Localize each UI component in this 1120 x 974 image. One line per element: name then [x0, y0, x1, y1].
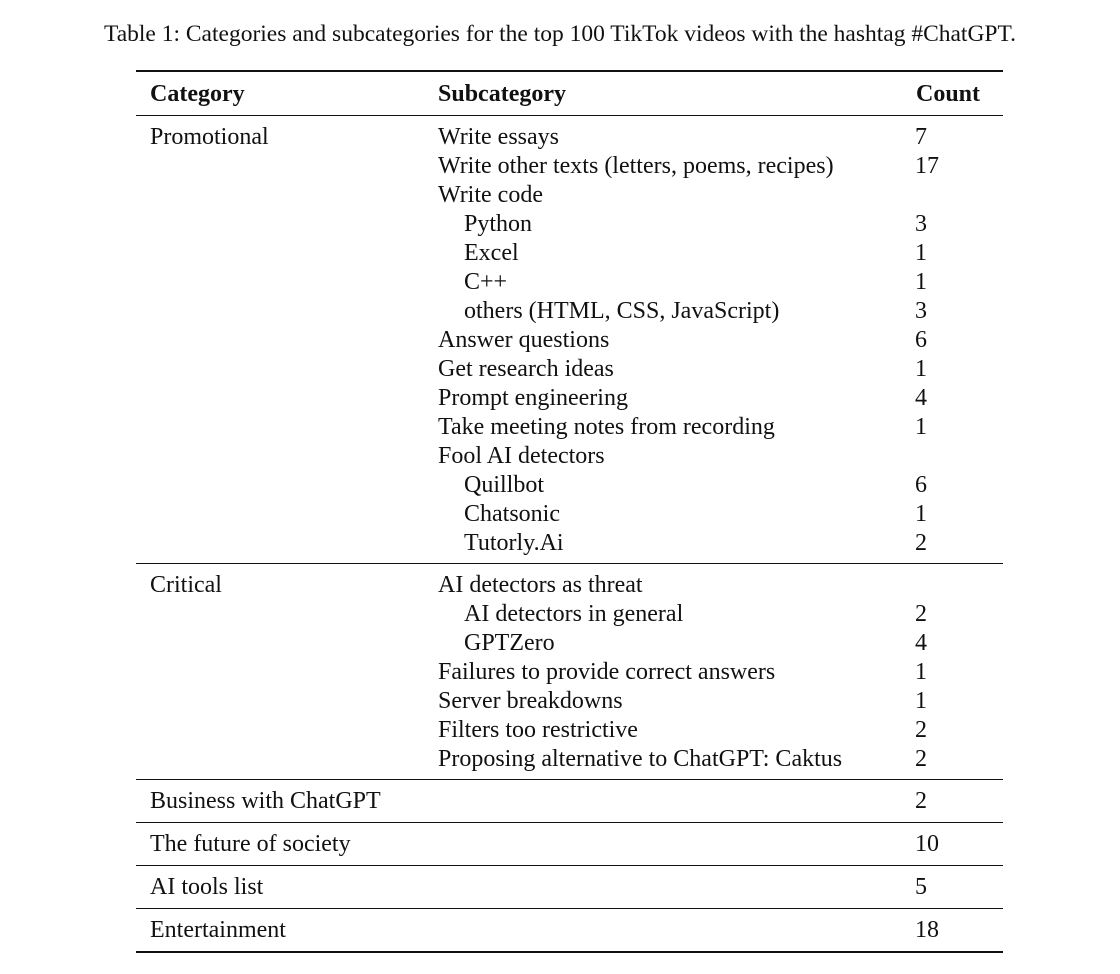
count-cell: 2 [915, 746, 927, 772]
header-count: Count [916, 81, 981, 107]
count-cell: 1 [915, 240, 927, 266]
table-row [136, 384, 1003, 413]
count-cell: 6 [915, 327, 927, 353]
count-cell: 18 [915, 917, 939, 943]
table-row [136, 716, 1003, 745]
header-category: Category [150, 81, 245, 107]
subcategory-cell: Take meeting notes from recording [438, 414, 775, 440]
count-cell: 3 [915, 298, 927, 324]
table-row [136, 529, 1003, 558]
bottom-rule [136, 951, 1003, 953]
count-cell: 2 [915, 717, 927, 743]
subcategory-cell: Filters too restrictive [438, 717, 638, 743]
table-row [136, 571, 1003, 600]
count-cell: 2 [915, 601, 927, 627]
count-cell: 1 [915, 414, 927, 440]
count-cell: 3 [915, 211, 927, 237]
count-cell: 5 [915, 874, 927, 900]
count-cell: 1 [915, 269, 927, 295]
category-cell: The future of society [150, 831, 351, 857]
subcategory-cell: Prompt engineering [438, 385, 628, 411]
count-cell: 4 [915, 630, 927, 656]
category-cell: AI tools list [150, 874, 264, 900]
table-row [136, 687, 1003, 716]
table-row [136, 210, 1003, 239]
subcategory-cell: AI detectors as threat [438, 572, 643, 598]
count-cell: 10 [915, 831, 939, 857]
header-subcategory: Subcategory [438, 81, 566, 107]
count-cell: 1 [915, 356, 927, 382]
table-row [136, 123, 1003, 152]
subcategory-cell: Failures to provide correct answers [438, 659, 776, 685]
count-cell: 7 [915, 124, 927, 150]
subcategory-cell: AI detectors in general [464, 601, 684, 627]
subcategory-cell: GPTZero [464, 630, 555, 656]
table-row [136, 745, 1003, 774]
table-row [136, 658, 1003, 687]
subcategory-cell: Fool AI detectors [438, 443, 605, 469]
categories-table [136, 70, 1003, 953]
group-promotional [136, 116, 1003, 563]
count-cell: 17 [915, 153, 939, 179]
subcategory-cell: Write essays [438, 124, 559, 150]
count-cell: 6 [915, 472, 927, 498]
count-cell: 1 [915, 501, 927, 527]
table-row [136, 152, 1003, 181]
table-row [136, 780, 1003, 822]
table-row [136, 909, 1003, 951]
table-row [136, 629, 1003, 658]
subcategory-cell: Get research ideas [438, 356, 614, 382]
table-row [136, 866, 1003, 908]
table-row [136, 355, 1003, 384]
table-row [136, 413, 1003, 442]
subcategory-cell: Write code [438, 182, 543, 208]
table-row [136, 471, 1003, 500]
subcategory-cell: Excel [464, 240, 519, 266]
subcategory-cell: Tutorly.Ai [464, 530, 564, 556]
table-row [136, 181, 1003, 210]
count-cell: 4 [915, 385, 927, 411]
subcategory-cell: Server breakdowns [438, 688, 623, 714]
table-row [136, 442, 1003, 471]
table-row [136, 268, 1003, 297]
table-row [136, 600, 1003, 629]
subcategory-cell: Python [464, 211, 533, 237]
subcategory-cell: Proposing alternative to ChatGPT: Caktus [438, 746, 843, 772]
subcategory-cell: Write other texts (letters, poems, recipes) [438, 153, 834, 179]
count-cell: 1 [915, 659, 927, 685]
count-cell: 1 [915, 688, 927, 714]
table-header [136, 72, 1003, 115]
table-row [136, 823, 1003, 865]
category-cell: Entertainment [150, 917, 286, 943]
table-caption: Table 1: Categories and subcategories for the top 100 TikTok videos with the hashtag #ChatGPT. [104, 21, 1016, 47]
subcategory-cell: Answer questions [438, 327, 610, 353]
table-row [136, 297, 1003, 326]
category-cell: Critical [150, 572, 222, 598]
subcategory-cell: others (HTML, CSS, JavaScript) [464, 298, 780, 324]
group-critical [136, 564, 1003, 779]
count-cell: 2 [915, 530, 927, 556]
subcategory-cell: Chatsonic [464, 501, 560, 527]
subcategory-cell: C++ [464, 269, 508, 295]
table-row [136, 326, 1003, 355]
count-cell: 2 [915, 788, 927, 814]
category-cell: Business with ChatGPT [150, 788, 381, 814]
table-row [136, 500, 1003, 529]
subcategory-cell: Quillbot [464, 472, 545, 498]
category-cell: Promotional [150, 124, 269, 150]
table-row [136, 239, 1003, 268]
